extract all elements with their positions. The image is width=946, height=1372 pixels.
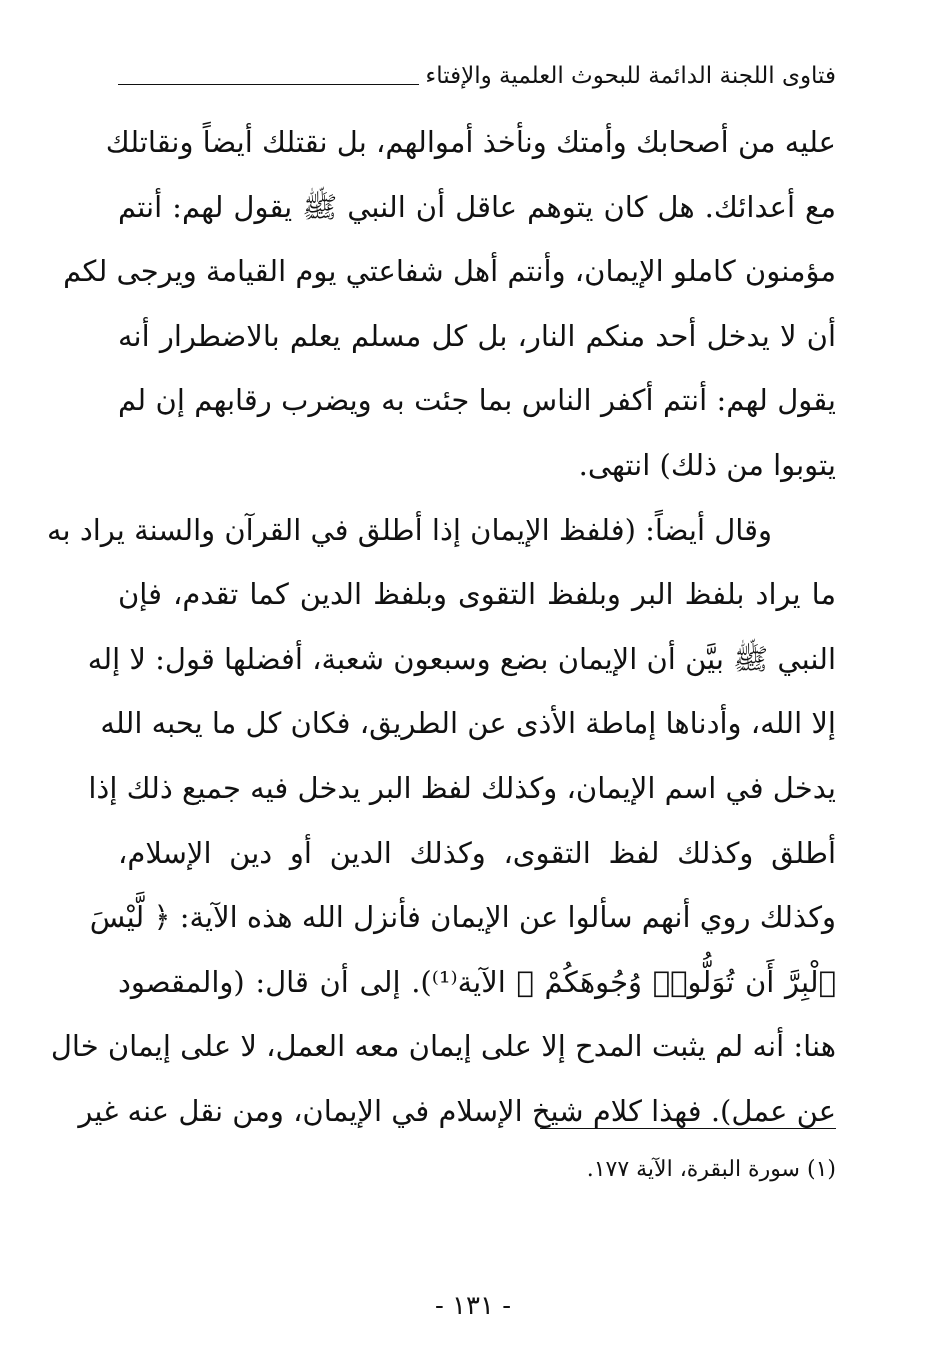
text-line: يتوبوا من ذلك) انتهى. xyxy=(578,447,836,482)
text-line: إلا الله، وأدناها إماطة الأذى عن الطريق، فكان كل ما يحبه الله xyxy=(100,706,836,741)
text-line: أطلق وكذلك لفظ التقوى، وكذلك الدين أو دين الإسلام، xyxy=(118,835,836,870)
quran-verse-line: ٱلْبِرَّ أَن تُوَلُّوا۟ وُجُوهَكُمْ ﴾ الآية⁽¹⁾). إلى أن قال: (والمقصود xyxy=(118,964,836,999)
text-line: عن عمل). فهذا كلام شيخ الإسلام في الإيمان، ومن نقل عنه غير xyxy=(78,1093,836,1128)
text-line: النبي ﷺ بيَّن أن الإيمان بضع وسبعون شعبة، أفضلها قول: لا إله xyxy=(87,641,836,676)
text-line: يدخل في اسم الإيمان، وكذلك لفظ البر يدخل فيه جميع ذلك إذا xyxy=(88,770,836,805)
running-header xyxy=(118,50,836,94)
page-number: - ١٣١ - xyxy=(434,1291,512,1321)
text-line: هنا: أنه لم يثبت المدح إلا على إيمان معه العمل، لا على إيمان خال xyxy=(50,1029,836,1064)
text-line: أن لا يدخل أحد منكم النار، بل كل مسلم يعلم بالاضطرار أنه xyxy=(118,318,836,353)
paragraph-first-line: وقال أيضاً: (فلفظ الإيمان إذا أطلق في القرآن والسنة يراد به xyxy=(46,512,772,547)
header-rule xyxy=(118,84,419,85)
text-line: مع أعدائك. هل كان يتوهم عاقل أن النبي ﷺ يقول لهم: أنتم xyxy=(118,189,836,224)
footnote-separator xyxy=(540,1128,836,1129)
text-line: يقول لهم: أنتم أكفر الناس بما جئت به ويضرب رقابهم إن لم xyxy=(118,383,836,418)
running-header-title: فتاوى اللجنة الدائمة للبحوث العلمية والإفتاء xyxy=(425,63,836,89)
body-text xyxy=(46,110,836,1144)
text-line: عليه من أصحابك وأمتك ونأخذ أموالهم، بل نقتلك أيضاً ونقاتلك xyxy=(105,125,836,159)
text-line: مؤمنون كاملو الإيمان، وأنتم أهل شفاعتي يوم القيامة ويرجى لكم xyxy=(63,254,836,289)
text-line: ما يراد بلفظ البر وبلفظ التقوى وبلفظ الدين كما تقدم، فإن xyxy=(118,577,836,612)
footnote: (١) سورة البقرة، الآية ١٧٧. xyxy=(586,1157,836,1182)
text-line: وكذلك روي أنهم سألوا عن الإيمان فأنزل الله هذه الآية: ﴿ لَّيْسَ xyxy=(89,900,836,935)
